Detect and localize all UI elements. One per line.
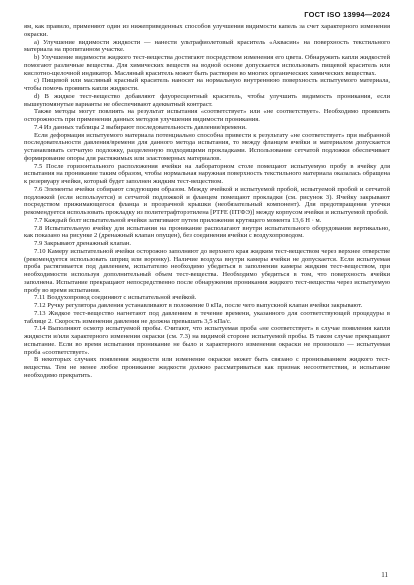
clause-7-11: 7.11 Воздухопровод соединяют с испытательной ячейкой. bbox=[34, 294, 197, 302]
clause-7-4: 7.4 Из данных таблицы 2 выбирают последовательность давления/времени. bbox=[34, 123, 247, 131]
list-item-d: d) В жидкое тест-вещество добавляют флуоресцентный краситель, чтобы улучшить видимость проникания, если вышеупомянутые варианты не обеспечивают адекватный контраст. bbox=[24, 92, 390, 108]
clause-7-12: 7.12 Ручку регулятора давления устанавливают в положение 0 кПа, после чего выпускной клапан ячейки закрывают. bbox=[34, 302, 363, 309]
clause-7-10: 7.10 Камеру испытательной ячейки осторожно заполняют до верхнего края жидким тест-веществом через верхнее отверстие (рекомендуется использовать шприц или воронку). Наличие воздуха внутри камеры ячейки не допускается. Если испытуемая проба растягивается под давлением, испытателю необходимо убедиться в заполнении камеры жидким тест-веществом, при необходимости используя дополнительный объем тест-вещества. Необходимо убедиться в том, что поверхность ячейки заполнена. Испытание прекращают непосредственно после обнаружения проникания жидкого тест-вещества через испытуемую пробу во время испытания. bbox=[24, 247, 390, 294]
list-item-a: a) Улучшение видимости жидкости — нанести ультрафиолетовый краситель «Аквасин» на поверхность текстильного материала на пропитанном участке. bbox=[24, 38, 390, 54]
clause-7-13: 7.13 Жидкое тест-вещество нагнетают под давлением в течение времени, указанного для соответствующей процедуры в таблице 2. Скорость изменения давления не должна превышать 3,5 кПа/с. bbox=[24, 309, 390, 325]
clause-7-8: 7.8 Испытательную ячейку для испытания на проникание располагают внутри испытательного оборудования вертикально, как показано на рисунке 2 (дренажный клапан опущен), без соединения ячейки с воздухопроводом. bbox=[24, 224, 390, 240]
closing-paragraph: В некоторых случаях появления жидкости или изменение окраски может быть связано с пронизыванием жидкого тест-вещества. Тем не менее любое проникание жидкости должно рассматриваться как признак несоответствия, и испытание необходимо прекратить. bbox=[24, 356, 390, 379]
list-item-b: b) Улучшение видимости жидкого тест-вещества достигают посредством изменения его цвета. Обнаружить капли жидкостей помогают различные вещества. Для химических веществ на водной основе допускается использовать пищевой краситель или кислотно-щелочной индикатор. Масляный краситель может быть растворен во многих органических химических веществах. bbox=[24, 54, 390, 77]
list-item-c: c) Пищевой или масляный красный краситель наносят на нормальную внутреннюю поверхность испытуемого материала, чтобы помочь проявить капли жидкости. bbox=[24, 77, 390, 92]
clause-7-5: 7.5 После горизонтального расположения ячейки на лабораторном столе помещают испытуемую пробу в ячейку для испытания на проникание таким образом, чтобы нормальная наружная поверхность текстильного материала оказалась обращена к резервуару ячейки, который будет заполнен жидким тест-веществом. bbox=[24, 162, 390, 185]
clause-7-14: 7.14 Выполняют осмотр испытуемой пробы. Считают, что испытуемая проба «не соответствует» в случае появления капли жидкости и/или характерного изменения окраски (см. 7.3) на видимой стороне испытуемой пробы. В таком случае прекращают испытание. Если во время испытания проникание не было и характерного изменения окраски не произошло — испытуемая проба «соответствует». bbox=[24, 325, 390, 356]
clause-7-7: 7.7 Каждый болт испытательной ячейки затягивают путем приложения крутящего момента 13,6 Н · м. bbox=[34, 216, 322, 224]
page-body bbox=[24, 23, 390, 380]
clause-7-4-note: Если деформация испытуемого материала потенциально способна привести к результату «не соответствует» при выбранной последовательности давления/времени для данного метода испытания, то между фланцем ячейки и материалом допускается устанавливать сетчатую подложку, разделенную подходящими прокладками. Использование сетчатой подложки обеспечивает формирование опоры для растяжимых или эластомерных материалов. bbox=[24, 131, 390, 162]
page-number: 11 bbox=[381, 571, 388, 579]
caution-paragraph: Также методы могут повлиять на результат испытания «соответствует» или «не соответствует». Необходимо проявлять осторожность при применении данных методов улучшения видимости проникания. bbox=[24, 108, 390, 123]
paragraph-continuation: ям, как правило, применяют один из нижеприведенных способов улучшения видимости капель за счет характерного изменения окраски. bbox=[24, 23, 390, 38]
clause-7-9: 7.9 Закрывают дренажный клапан. bbox=[34, 240, 132, 247]
clause-7-6: 7.6 Элементы ячейки собирают следующим образом. Между ячейкой и испытуемой пробой, испытуемой пробой и сетчатой подложкой (если используется) и сетчатой подложкой и фланцем помещают прокладки (см. рисунок 3). Ячейку закрывают посредством прижимающегося фланца и прозрачной крышки (необязательный компонент). Для предотвращения утечки рекомендуется использовать прокладку из политетрафторэтилена [PTFE (ПТФЭ)] между корпусом ячейки и испытуемой пробой. bbox=[24, 185, 390, 216]
standard-header: ГОСТ ISO 13994—2024 bbox=[304, 10, 390, 19]
